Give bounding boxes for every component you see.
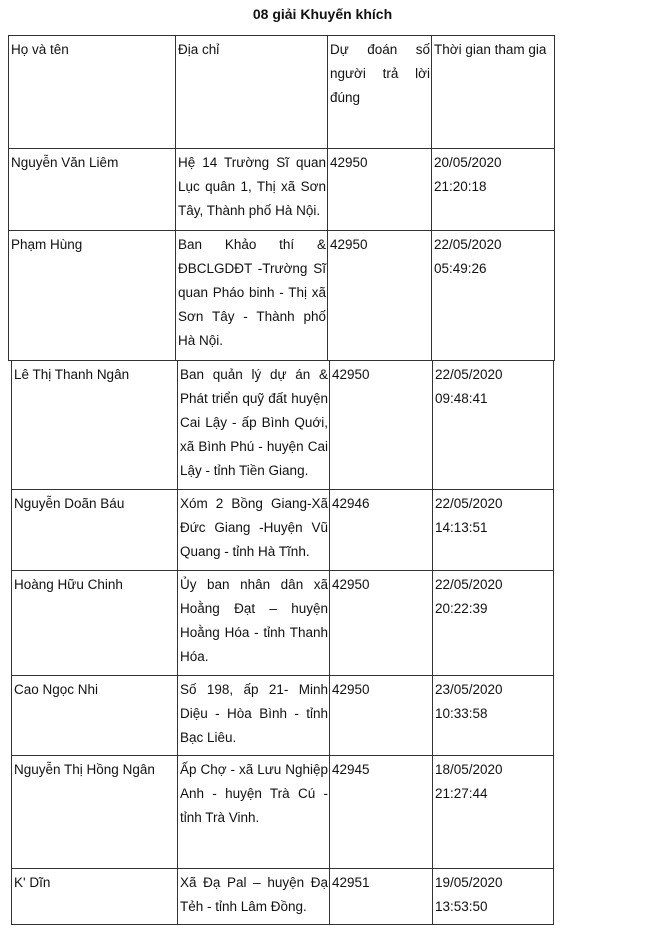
winner-address: Hệ 14 Trường Sĩ quan Lục quân 1, Thị xã Sơn Tây, Thành phố Hà Nội. [176,149,328,231]
winner-name: Phạm Hùng [9,231,176,361]
winner-name: K' Dĩn [12,869,178,925]
winners-table-part-2 [11,360,554,925]
winner-time [432,231,555,361]
winner-prediction: 42946 [330,490,433,571]
winner-prediction: 42950 [330,676,433,756]
winner-prediction: 42950 [328,231,432,361]
winner-address: Ủy ban nhân dân xã Hoằng Đạt – huyện Hoằng Hóa - tỉnh Thanh Hóa. [178,571,330,676]
winner-time [433,361,554,490]
winner-clock: 10:33:58 [435,706,488,721]
winner-prediction: 42950 [330,361,433,490]
table-row [12,676,554,756]
winner-name: Hoàng Hữu Chinh [12,571,178,676]
winner-time [432,149,555,231]
winner-name: Nguyễn Văn Liêm [9,149,176,231]
winner-prediction: 42945 [330,756,433,869]
column-header-address: Địa chỉ [176,36,328,149]
table-row [12,490,554,571]
winner-clock: 09:48:41 [435,391,488,406]
winner-name: Cao Ngọc Nhi [12,676,178,756]
winner-date: 22/05/2020 [434,237,502,252]
winner-address: Ban quản lý dự án & Phát triển quỹ đất huyện Cai Lậy - ấp Bình Quới, xã Bình Phú - huyện Cai Lậy - tỉnh Tiền Giang. [178,361,330,490]
winner-name: Nguyễn Thị Hồng Ngân [12,756,178,869]
winner-time [433,490,554,571]
winner-address: Xóm 2 Bồng Giang-Xã Đức Giang -Huyện Vũ Quang - tỉnh Hà Tĩnh. [178,490,330,571]
winner-clock: 13:53:50 [435,899,488,914]
winner-date: 20/05/2020 [434,155,502,170]
section-title: 08 giải Khuyến khích [252,6,393,22]
winners-table-part-1 [8,35,555,361]
table-row [9,231,555,361]
winner-clock: 21:20:18 [434,179,487,194]
column-header-time: Thời gian tham gia [432,36,555,149]
winner-address: Số 198, ấp 21- Minh Diệu - Hòa Bình - tỉnh Bạc Liêu. [178,676,330,756]
winner-prediction: 42951 [330,869,433,925]
column-header-prediction: Dự đoán số người trả lời đúng [328,36,432,149]
winner-name: Nguyễn Doãn Báu [12,490,178,571]
table-header-row [9,36,555,149]
winner-address: Xã Đạ Pal – huyện Đạ Tẻh - tỉnh Lâm Đồng. [178,869,330,925]
table-row [12,756,554,869]
winner-time [433,571,554,676]
winner-prediction: 42950 [328,149,432,231]
winner-clock: 14:13:51 [435,520,488,535]
winner-address: Ấp Chợ - xã Lưu Nghiệp Anh - huyện Trà Cú - tỉnh Trà Vinh. [178,756,330,869]
winner-clock: 20:22:39 [435,601,488,616]
winner-time [433,869,554,925]
winner-date: 22/05/2020 [435,367,503,382]
table-row [12,361,554,490]
winner-clock: 05:49:26 [434,261,487,276]
winner-date: 18/05/2020 [435,762,503,777]
winner-date: 19/05/2020 [435,875,503,890]
winner-date: 22/05/2020 [435,577,503,592]
winner-date: 23/05/2020 [435,682,503,697]
winner-name: Lê Thị Thanh Ngân [12,361,178,490]
table-row [9,149,555,231]
winner-clock: 21:27:44 [435,786,488,801]
column-header-name: Họ và tên [9,36,176,149]
winner-time [433,756,554,869]
winner-date: 22/05/2020 [435,496,503,511]
table-row [12,869,554,925]
winner-prediction: 42950 [330,571,433,676]
table-row [12,571,554,676]
winner-address: Ban Khảo thí & ĐBCLGDĐT -Trường Sĩ quan Pháo binh - Thị xã Sơn Tây - Thành phố Hà Nội. [176,231,328,361]
winner-time [433,676,554,756]
